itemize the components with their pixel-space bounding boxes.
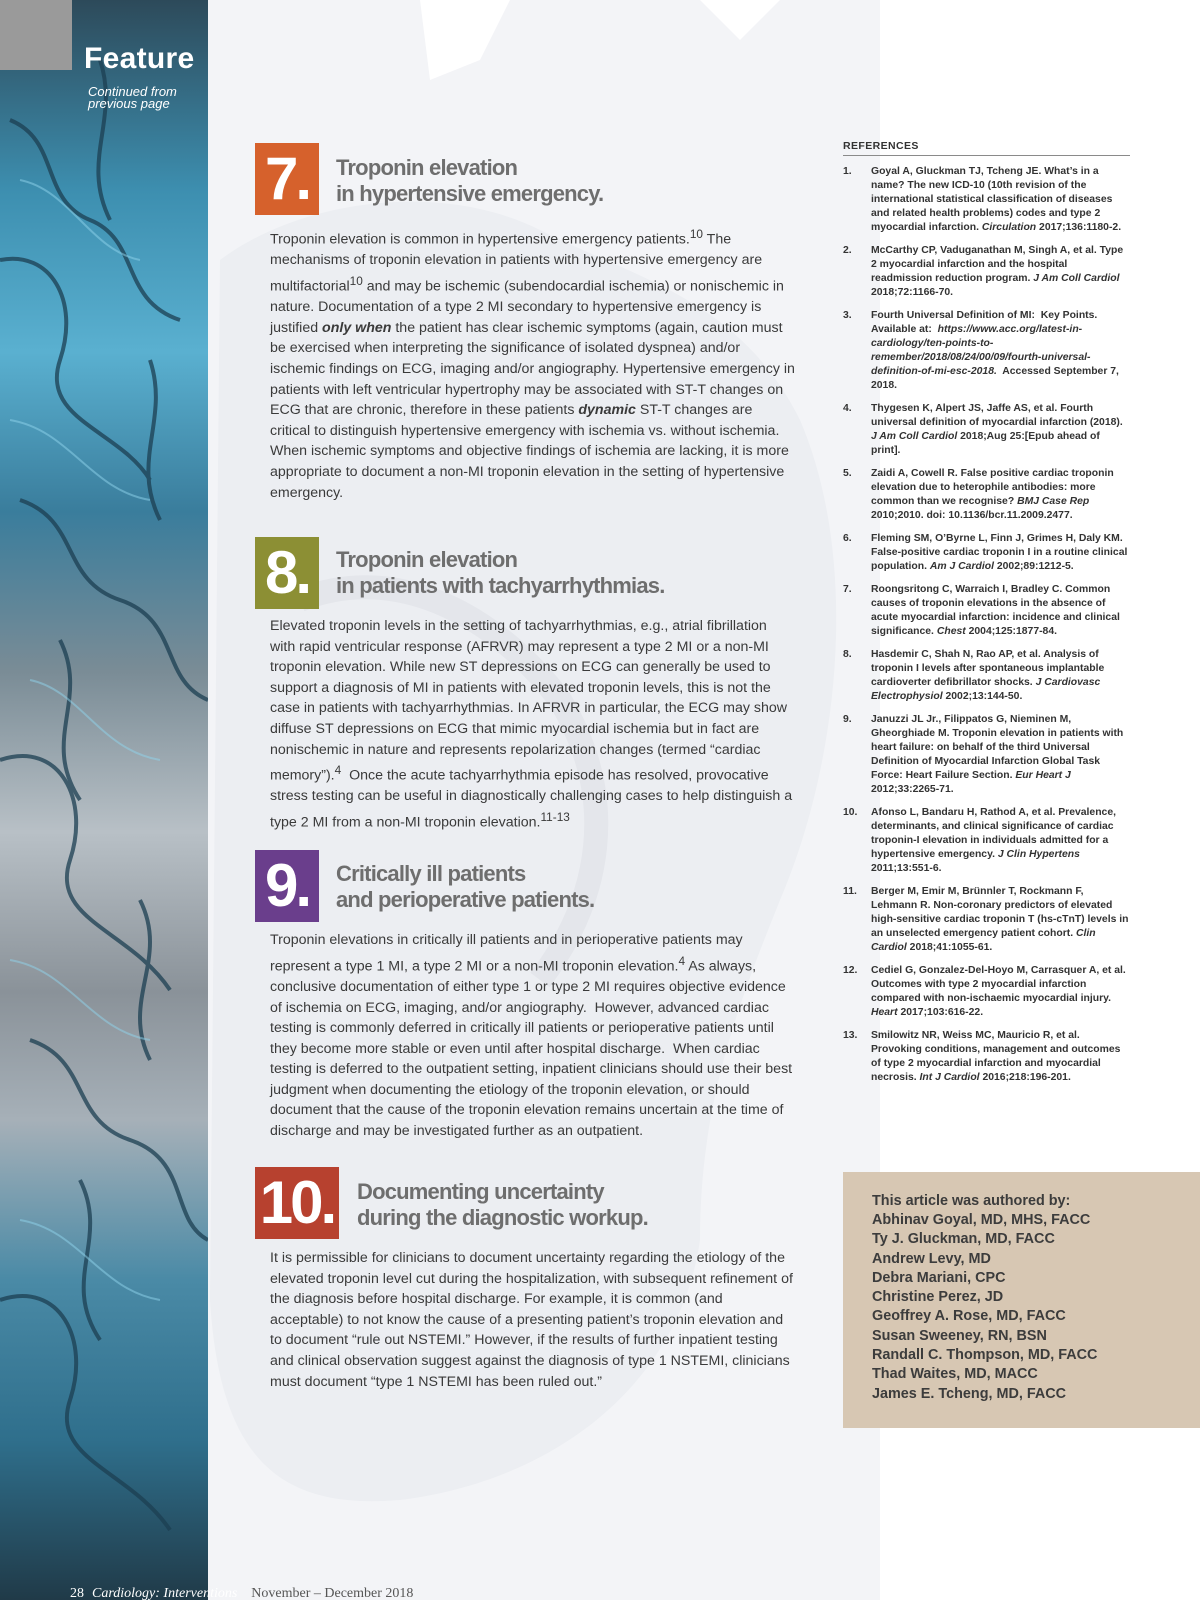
reference-text: Cediel G, Gonzalez-Del-Hoyo M, Carrasquer A, et al. Outcomes with type 2 myocardial infarction compared with non-ischaemic myocardial injury. Heart 2017;103:616-22. — [871, 965, 1126, 1018]
reference-number: 13. — [843, 1030, 858, 1041]
reference-text: Berger M, Emir M, Brünnler T, Rockmann F, Lehmann R. Non-coronary predictors of elevated high-sensitive cardiac troponin T (hs-cTnT) levels in an unselected emergency patient cohort. Clin Cardiol 2018;41:1055-61. — [871, 886, 1129, 953]
section-body: Troponin elevations in critically ill patients and in perioperative patients may represent a type 1 MI, a type 2 MI or a non-MI troponin elevation.$^4$ As always, conclusive documentation of either type 1 or type 2 MI requires objective evidence of ischemia on ECG, imaging, and/or angiography. However, advanced cardiac testing is commonly deferred in critically ill patients or perioperative patients until they become more stable or even until after hospital discharge. When cardiac testing is deferred to the outpatient setting, inpatient clinicians should use their best judgment when documenting the etiology of the troponin elevation, or should document that the cause of the troponin elevation remains uncertain at the time of discharge and may be investigated further as an outpatient. — [270, 932, 793, 1140]
reference-item — [843, 583, 1130, 639]
reference-item — [843, 467, 1130, 523]
author-name: Ty J. Gluckman, MD, FACC — [872, 1231, 1055, 1248]
section-8 — [255, 537, 795, 831]
reference-number: 4. — [843, 403, 852, 414]
reference-number: 9. — [843, 714, 852, 725]
author-name: Christine Perez, JD — [872, 1289, 1004, 1306]
section-heading-line: in hypertensive emergency. — [336, 181, 604, 206]
reference-number: 8. — [843, 649, 852, 660]
reference-item — [843, 885, 1130, 955]
reference-text: Smilowitz NR, Weiss MC, Mauricio R, et al. Provoking conditions, management and outcomes of type 2 myocardial infarction and myocardial necrosis. Int J Cardiol 2016;218:196-201. — [871, 1030, 1121, 1083]
reference-number: 12. — [843, 965, 858, 976]
section-7 — [255, 143, 795, 503]
journal-name: Cardiology: Interventions — [92, 1586, 238, 1600]
section-body: Troponin elevation is common in hypertensive emergency patients.$^{10}$ The mechanisms of troponin elevation in patients with hypertensive emergency are multifactorial$^{10}$ and may be ischemic (subendocardial ischemia) or nonischemic in nature. Documentation of a type 2 MI secondary to hypertensive emergency is justified only when the patient has clear ischemic symptoms (again, caution must be exercised when interpreting the significance of isolated dyspnea) and/or ischemic findings on ECG, imaging and/or angiography. Hypertensive emergency in patients with left ventricular hypertrophy may be associated with ST-T changes on ECG that are chronic, therefore in these patients dynamic ST-T changes are critical to distinguish hypertensive emergency with ischemia vs. without ischemia. When ischemic symptoms and objective findings of ischemia are lacking, it is more appropriate to document a non-MI troponin elevation in the setting of hypertensive emergency. — [270, 227, 795, 501]
feature-label: Feature — [84, 42, 195, 75]
section-heading — [336, 155, 603, 207]
reference-number: 2. — [843, 245, 852, 256]
reference-text: McCarthy CP, Vaduganathan M, Singh A, et al. Type 2 myocardial infarction and the hospital readmission reduction program. J Am Coll Cardiol 2018;72:1166-70. — [871, 245, 1124, 298]
reference-text: Fleming SM, O’Byrne L, Finn J, Grimes H, Daly KM. False-positive cardiac troponin I in a routine clinical population. Am J Cardiol 2002;89:1212-5. — [871, 533, 1128, 572]
reference-number: 11. — [843, 886, 857, 897]
reference-text: Zaidi A, Cowell R. False positive cardiac troponin elevation due to heterophile antibodies: more common than we recognise? BMJ Case Rep 2010;2010. doi: 10.1136/bcr.11.2009.2477. — [871, 468, 1114, 521]
section-number-badge: 9. — [255, 850, 319, 922]
issue-date: November – December 2018 — [251, 1586, 414, 1600]
reference-number: 3. — [843, 310, 852, 321]
author-name: Susan Sweeney, RN, BSN — [872, 1327, 1047, 1344]
reference-item — [843, 713, 1130, 797]
section-10 — [255, 1167, 795, 1390]
header-gray-tab — [0, 0, 72, 70]
section-heading-line: in patients with tachyarrhythmias. — [336, 573, 665, 598]
author-name: Debra Mariani, CPC — [872, 1269, 1006, 1286]
section-number-badge: 7. — [255, 143, 319, 215]
reference-text: Thygesen K, Alpert JS, Jaffe AS, et al. Fourth universal definition of myocardial infarction (2018). J Am Coll Cardiol 2018;Aug 25:[Epub ahead of print]. — [871, 403, 1123, 456]
page-number: 28 — [70, 1586, 84, 1600]
section-9 — [255, 850, 795, 1140]
vessel-illustration-panel — [0, 0, 208, 1600]
section-body: Elevated troponin levels in the setting of tachyarrhythmias, e.g., atrial fibrillation with rapid ventricular response (AFRVR) may represent a type 2 MI or a non-MI troponin elevation. While new ST depressions on ECG can generally be used to support a diagnosis of MI in patients with elevated troponin levels, this is not the case in patients with tachyarrhythmias. In AFRVR in particular, the ECG may show diffuse ST depressions on ECG that mimic myocardial ischemia but in fact are nonischemic in nature and represents repolarization changes (termed “cardiac memory”).$^4$ Once the acute tachyarrhythmia episode has resolved, provocative stress testing can be useful in diagnostically challenging cases to help distinguish a type 2 MI from a non-MI troponin elevation.$^{11-13}$ — [270, 618, 793, 831]
page-footer — [70, 1586, 413, 1600]
section-number-badge: 10. — [255, 1167, 339, 1239]
section-heading — [336, 547, 665, 599]
section-heading — [357, 1179, 648, 1231]
reference-item — [843, 806, 1130, 876]
section-heading-line: Documenting uncertainty — [357, 1179, 604, 1204]
reference-text: Goyal A, Gluckman TJ, Tcheng JE. What’s in a name? The new ICD-10 (10th revision of the international statistical classification of diseases and related health problems) codes and type 2 myocardial infarction. Circulation 2017;136:1180-2. — [871, 166, 1122, 233]
reference-text: Afonso L, Bandaru H, Rathod A, et al. Prevalence, determinants, and clinical significance of cardiac troponin-I elevation in individuals admitted for a hypertensive emergency. J Clin Hypertens 2011;13:551-6. — [871, 807, 1116, 874]
reference-item — [843, 532, 1130, 574]
references-title: REFERENCES — [843, 140, 1130, 156]
author-name: Andrew Levy, MD — [872, 1250, 991, 1267]
reference-text: Januzzi JL Jr., Filippatos G, Nieminen M, Gheorghiade M. Troponin elevation in patients with heart failure: on behalf of the third Universal Definition of Myocardial Infarction Global Task Force: Heart Failure Section. Eur Heart J 2012;33:2265-71. — [871, 714, 1124, 795]
references-list — [843, 165, 1130, 1085]
author-name: James E. Tcheng, MD, FACC — [872, 1385, 1067, 1402]
reference-text: Roongsritong C, Warraich I, Bradley C. Common causes of troponin elevations in the absence of acute myocardial infarction: incidence and clinical significance. Chest 2004;125:1877-84. — [871, 584, 1120, 637]
author-box — [843, 1172, 1200, 1428]
author-name: Randall C. Thompson, MD, FACC — [872, 1347, 1098, 1364]
section-body: It is permissible for clinicians to document uncertainty regarding the etiology of the elevated troponin level cut during the hospitalization, with subsequent refinement of the diagnosis before hospital discharge. For example, it is common (and acceptable) to not know the cause of a presenting patient’s troponin elevation and to document “rule out NSTEMI.” However, if the results of further inpatient testing and clinical observation suggest against the diagnosis of type 1 NSTEMI, clinicians must document “type 1 NSTEMI has been ruled out.” — [270, 1250, 793, 1390]
section-heading-line: and perioperative patients. — [336, 887, 595, 912]
reference-text: Hasdemir C, Shah N, Rao AP, et al. Analysis of troponin I levels after spontaneous implantable cardioverter defibrillator shocks. J Cardiovasc Electrophysiol 2002;13:144-50. — [871, 649, 1105, 702]
author-name: Geoffrey A. Rose, MD, FACC — [872, 1308, 1066, 1325]
references-column — [843, 140, 1130, 1094]
reference-number: 6. — [843, 533, 852, 544]
reference-text: Fourth Universal Definition of MI: Key Points. Available at: https://www.acc.org/latest-in-cardiology/ten-points-to-remember/2018/08/24/00/09/fourth-universal-definition-of-mi-esc-2018. Accessed September 7, 2018. — [871, 310, 1119, 391]
section-heading-line: Troponin elevation — [336, 547, 518, 572]
reference-item — [843, 244, 1130, 300]
reference-item — [843, 165, 1130, 235]
reference-item — [843, 309, 1130, 393]
reference-item — [843, 964, 1130, 1020]
reference-item — [843, 402, 1130, 458]
continued-note: Continued from previous page — [88, 84, 177, 111]
section-heading-line: Troponin elevation — [336, 155, 518, 180]
author-list — [872, 1211, 1200, 1404]
reference-item — [843, 1029, 1130, 1085]
reference-number: 1. — [843, 166, 852, 177]
author-box-heading: This article was authored by: — [872, 1193, 1071, 1209]
author-name: Abhinav Goyal, MD, MHS, FACC — [872, 1212, 1091, 1228]
section-heading-line: Critically ill patients — [336, 861, 526, 886]
vessel-network-graphic — [0, 0, 208, 1600]
section-heading-line: during the diagnostic workup. — [357, 1205, 648, 1230]
section-number-badge: 8. — [255, 537, 319, 609]
reference-number: 10. — [843, 807, 858, 818]
reference-item — [843, 648, 1130, 704]
author-name: Thad Waites, MD, MACC — [872, 1366, 1038, 1383]
section-heading — [336, 861, 594, 913]
reference-number: 5. — [843, 468, 852, 479]
reference-number: 7. — [843, 584, 852, 595]
